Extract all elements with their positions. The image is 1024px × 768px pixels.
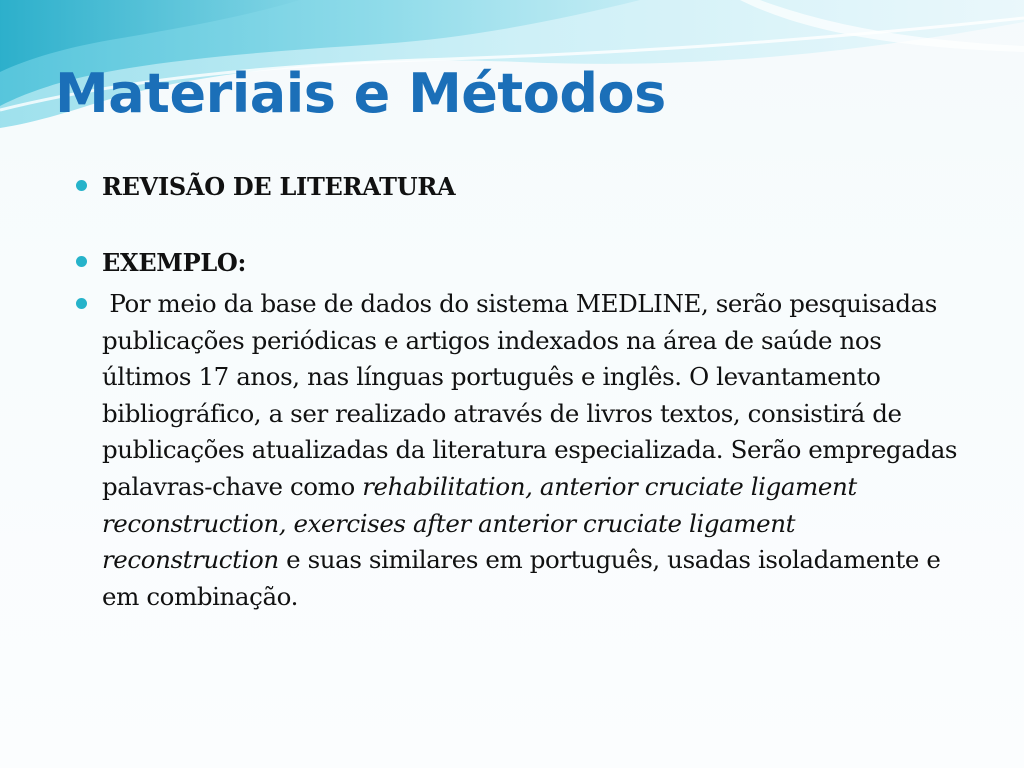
bullet-icon bbox=[76, 256, 87, 267]
paragraph-text: Por meio da base de dados do sistema MEDLINE, serão pesquisadas publicações periódicas e artigos indexados na área de saúde nos últimos 17 anos, nas línguas português e inglês. O levantamento bibliográfico, a ser realizado através de livros textos, consistirá de publicações atualizadas da literatura especializada. Serão empregadas palavras-chave como bbox=[102, 289, 958, 501]
paragraph-text-end: e suas similares em português, usadas isoladamente e em combinação. bbox=[102, 545, 941, 611]
bullet-icon bbox=[76, 298, 87, 309]
bullet-icon bbox=[76, 180, 87, 191]
page-title: Materiais e Métodos bbox=[55, 62, 666, 125]
list-item-heading: REVISÃO DE LITERATURA bbox=[102, 172, 456, 201]
paragraph bbox=[102, 286, 976, 615]
list-item bbox=[76, 244, 976, 282]
list-item bbox=[76, 168, 976, 206]
list-item bbox=[76, 286, 976, 615]
keywords-emphasis: rehabilitation, anterior cruciate ligament reconstruction, exercises after anterior cruciate ligament reconstruction bbox=[102, 471, 857, 575]
list-item-heading: EXEMPLO: bbox=[102, 248, 247, 277]
bullet-list bbox=[76, 168, 976, 615]
